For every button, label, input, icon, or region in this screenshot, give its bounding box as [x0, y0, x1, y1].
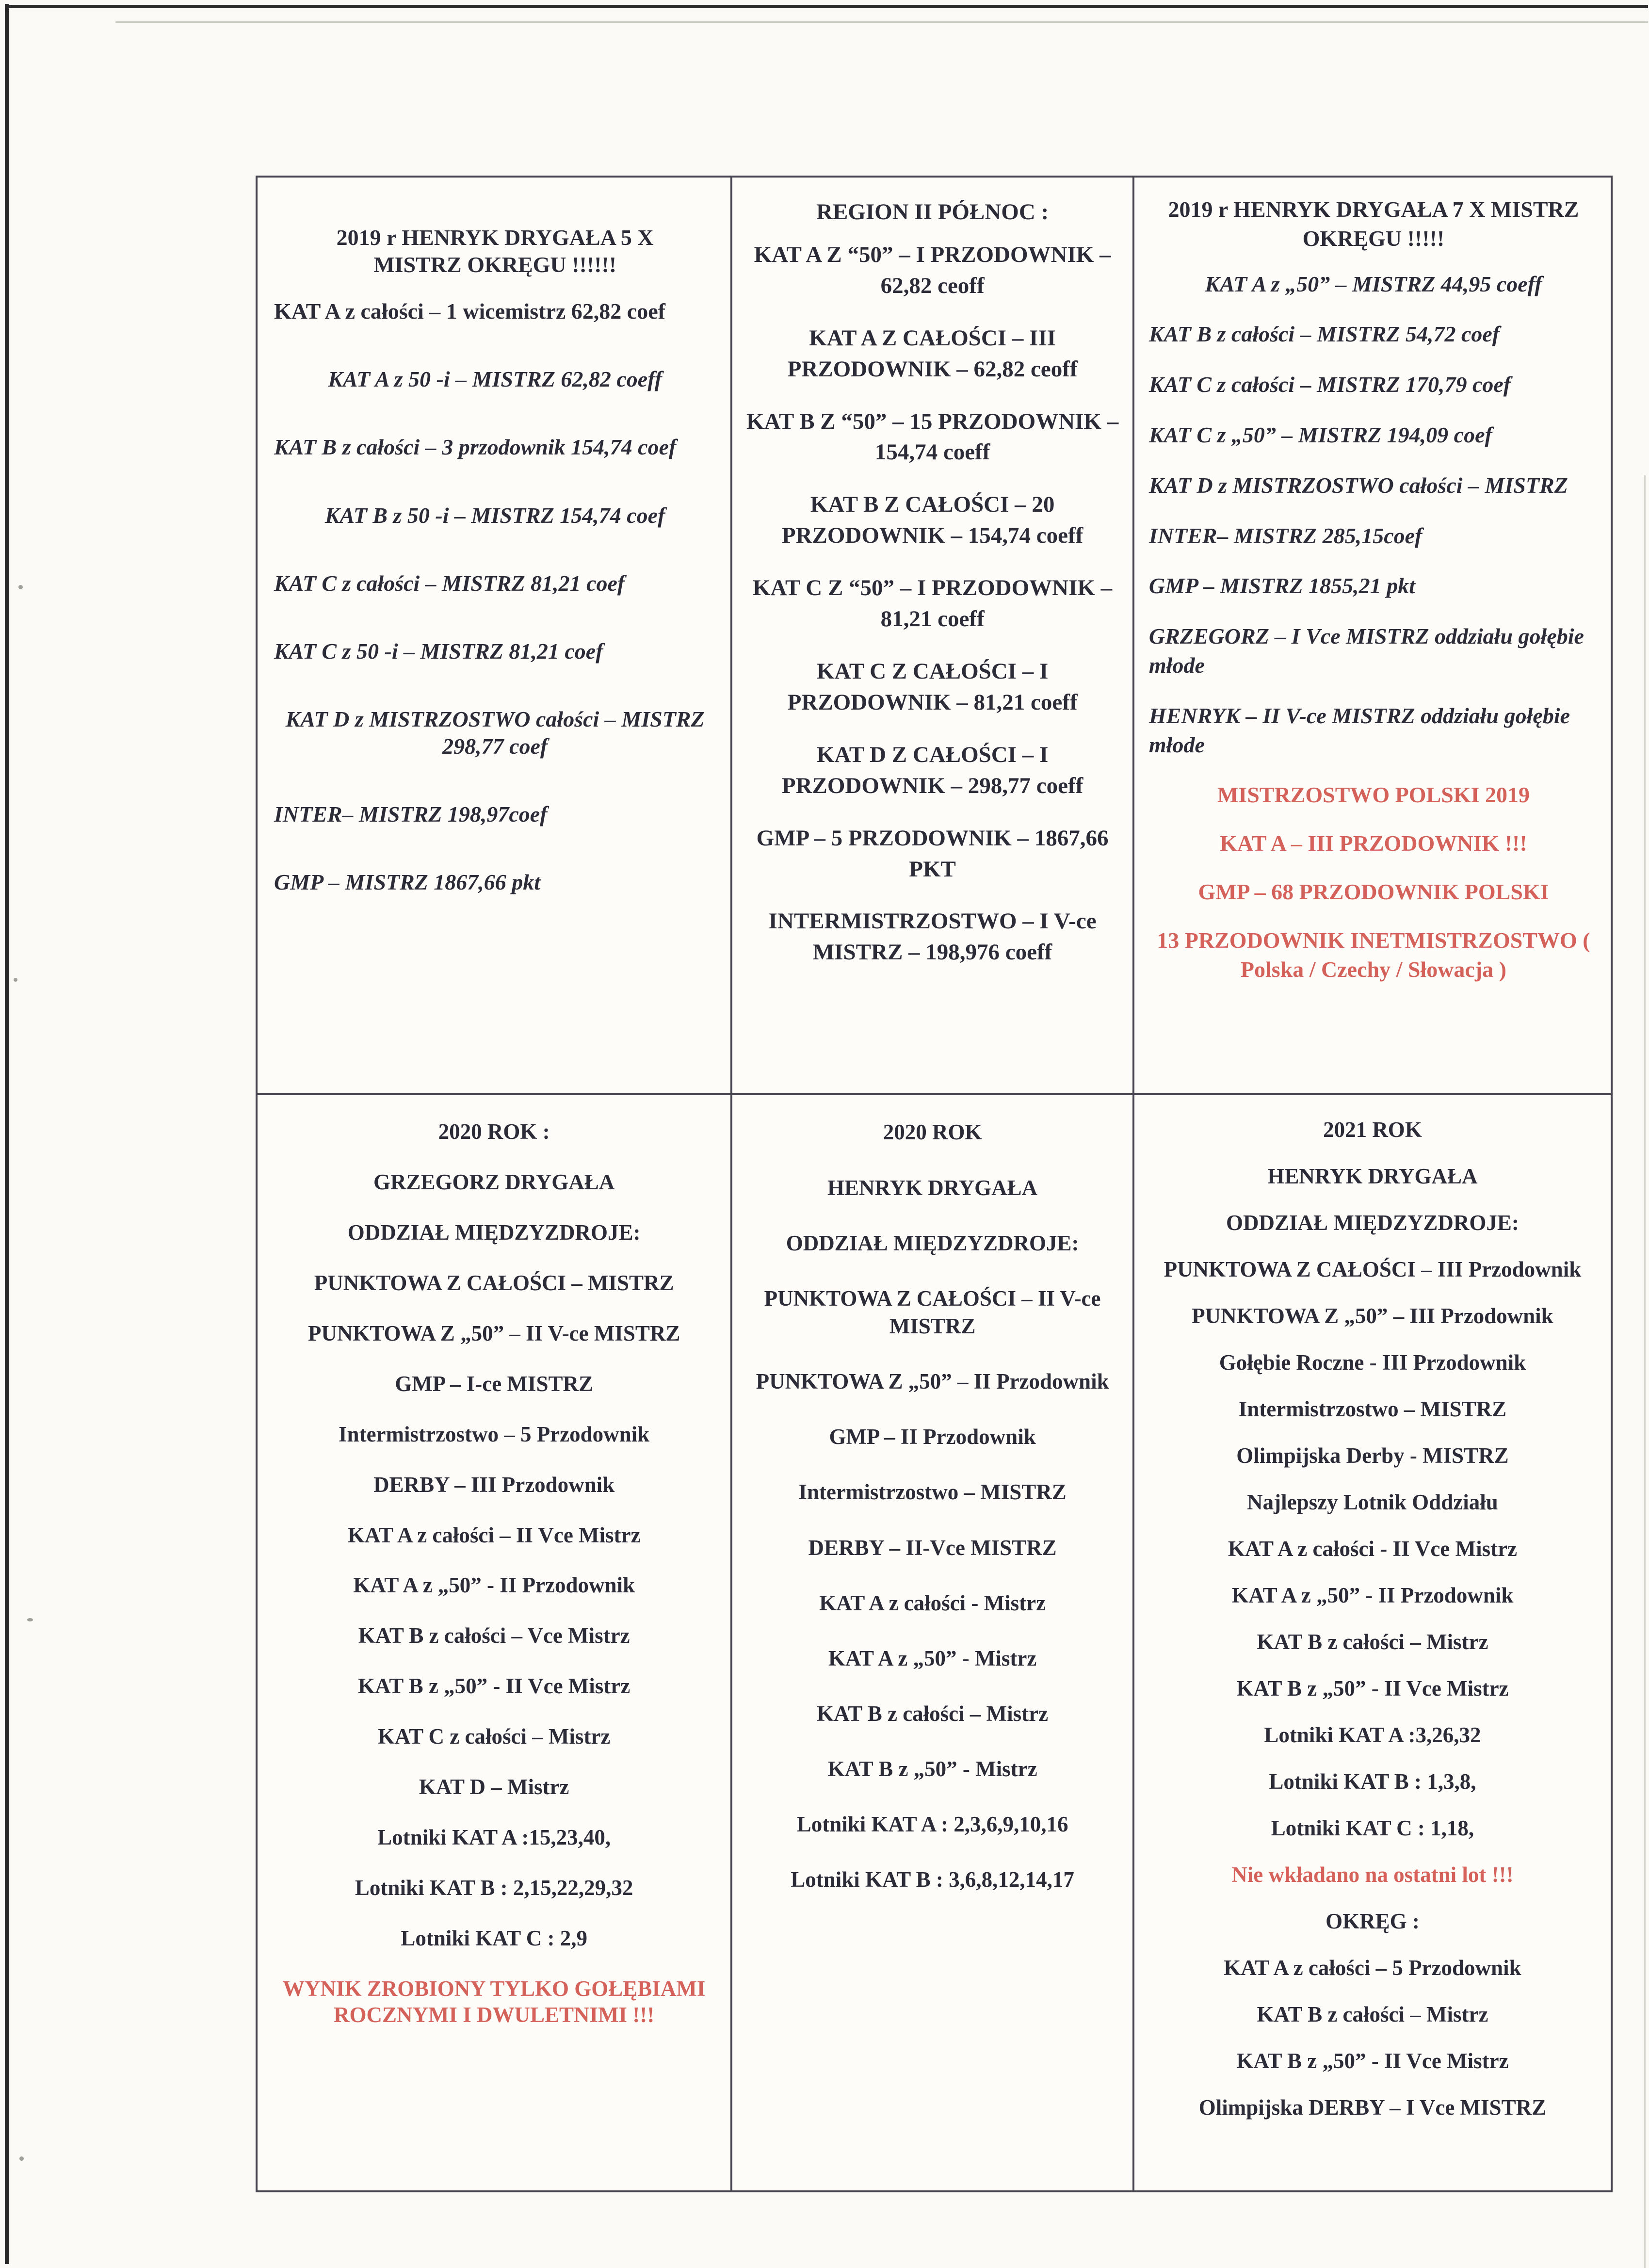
result-line: KAT B z 50 -i – MISTRZ 154,74 coef — [324, 502, 665, 528]
title-line: 2019 r HENRYK DRYGAŁA 5 X — [336, 225, 654, 250]
result-line: KAT A z całości – II Vce Mistrz — [347, 1523, 641, 1547]
result-line: Lotniki KAT A :3,26,32 — [1264, 1723, 1481, 1748]
result-line: INTER– MISTRZ 198,97coef — [274, 802, 548, 827]
result-line: KAT A z 50 -i – MISTRZ 62,82 coeff — [328, 367, 663, 392]
result-line: GRZEGORZ – I Vce MISTRZ oddziału gołębie młode — [1148, 624, 1584, 678]
page-border-left — [5, 4, 9, 2264]
result-line: Lotniki KAT C : 2,9 — [401, 1926, 587, 1950]
result-line: Lotniki KAT A :15,23,40, — [377, 1825, 611, 1849]
result-line: KAT D z MISTRZOSTWO całości – MISTRZ — [1148, 472, 1568, 498]
result-line: PUNKTOWA Z „50” – II Przodownik — [756, 1369, 1109, 1394]
result-line: KAT B z „50” - Mistrz — [827, 1757, 1037, 1782]
result-line: Najlepszy Lotnik Oddziału — [1247, 1490, 1498, 1515]
result-line: ODDZIAŁ MIĘDZYZDROJE: — [786, 1231, 1079, 1255]
result-line: KAT B z całości – Mistrz — [817, 1701, 1049, 1726]
scan-artifact — [19, 2156, 24, 2161]
result-line: PUNKTOWA Z CAŁOŚCI – MISTRZ — [314, 1271, 674, 1296]
result-line: KAT D Z CAŁOŚCI – I PRZODOWNIK – 298,77 coeff — [781, 742, 1083, 798]
result-line: ODDZIAŁ MIĘDZYZDROJE: — [347, 1220, 641, 1245]
result-line: Lotniki KAT C : 1,18, — [1271, 1816, 1474, 1841]
result-line: KAT B z „50” - II Vce Mistrz — [1236, 1676, 1509, 1701]
result-line: KAT B Z “50” – 15 PRZODOWNIK – 154,74 coeff — [746, 408, 1119, 465]
result-line: GMP – MISTRZ 1855,21 pkt — [1148, 573, 1415, 599]
result-line: PUNKTOWA Z „50” – III Przodownik — [1192, 1304, 1553, 1328]
result-line: KAT B z całości – Vce Mistrz — [358, 1623, 630, 1648]
highlight-note: Nie wkładano na ostatni lot !!! — [1231, 1863, 1514, 1887]
result-line: KAT A z całości - II Vce Mistrz — [1228, 1537, 1518, 1561]
result-line: GMP – II Przodownik — [829, 1425, 1036, 1449]
result-line: DERBY – II-Vce MISTRZ — [808, 1535, 1057, 1560]
scan-artifact — [27, 1618, 33, 1621]
result-line: HENRYK DRYGAŁA — [1267, 1164, 1478, 1189]
result-line: INTERMISTRZOSTWO – I V-ce MISTRZ – 198,976 coeff — [768, 908, 1097, 965]
result-line: Lotniki KAT A : 2,3,6,9,10,16 — [796, 1812, 1068, 1837]
cell-title: 2020 ROK : — [438, 1119, 550, 1144]
result-line: KAT B z całości – 3 przodownik 154,74 coef — [274, 435, 677, 460]
results-table — [256, 176, 1613, 2192]
result-line: Intermistrzostwo – MISTRZ — [798, 1480, 1067, 1505]
result-line: KAT C z całości – Mistrz — [377, 1724, 611, 1749]
result-line: PUNKTOWA Z CAŁOŚCI – II V-ce MISTRZ — [764, 1286, 1101, 1338]
cell-2020-grzegorz-drygala — [258, 1095, 732, 2190]
result-line: KAT A Z “50” – I PRZODOWNIK – 62,82 ceoff — [754, 242, 1111, 298]
scan-artifact — [18, 585, 23, 589]
result-line: KAT B Z CAŁOŚCI – 20 PRZODOWNIK – 154,74 coeff — [781, 492, 1083, 549]
result-line: KAT A z „50” - II Przodownik — [1231, 1583, 1514, 1608]
highlight-line: GMP – 68 PRZODOWNIK POLSKI — [1198, 879, 1549, 904]
result-line: GRZEGORZ DRYGAŁA — [373, 1170, 615, 1195]
result-line: KAT A z „50” – MISTRZ 44,95 coeff — [1205, 271, 1542, 296]
result-line: KAT B z „50” - II Vce Mistrz — [358, 1674, 630, 1699]
result-line: KAT B z całości – Mistrz — [1257, 2002, 1488, 2027]
highlight-line: 13 PRZODOWNIK INETMISTRZOSTWO ( Polska / Czechy / Słowacja ) — [1157, 927, 1590, 982]
title-line: MISTRZ OKRĘGU !!!!!! — [373, 252, 617, 277]
cell-2019-henryk-7x-mistrz-okregu — [1134, 178, 1611, 1095]
scan-line-artifact — [115, 21, 1648, 23]
result-line: Lotniki KAT B : 1,3,8, — [1269, 1769, 1476, 1794]
cell-2019-henryk-5x-mistrz-okregu — [258, 178, 732, 1095]
cell-title: 2019 r HENRYK DRYGAŁA 7 X MISTRZ OKRĘGU !!!!! — [1168, 197, 1579, 251]
result-line: KAT A z całości – 1 wicemistrz 62,82 coef — [274, 299, 665, 324]
result-line: GMP – I-ce MISTRZ — [395, 1371, 593, 1396]
result-line: KAT C Z CAŁOŚCI – I PRZODOWNIK – 81,21 coeff — [787, 658, 1078, 715]
cell-region-ii-polnoc — [732, 178, 1134, 1095]
result-line: GMP – 5 PRZODOWNIK – 1867,66 PKT — [756, 825, 1109, 882]
result-line: PUNKTOWA Z CAŁOŚCI – III Przodownik — [1164, 1257, 1582, 1282]
highlight-line: MISTRZOSTWO POLSKI 2019 — [1217, 782, 1530, 808]
page-border-top — [5, 5, 1648, 8]
result-line: KAT B z całości – MISTRZ 54,72 coef — [1148, 322, 1500, 347]
cell-title: 2020 ROK — [883, 1120, 982, 1145]
scan-edge-shadow — [1644, 475, 1646, 2268]
result-line: Olimpijska Derby - MISTRZ — [1236, 1443, 1509, 1468]
cell-2021-henryk-drygala — [1134, 1095, 1611, 2190]
result-line: HENRYK – II V-ce MISTRZ oddziału gołębie młode — [1148, 703, 1570, 757]
result-line: KAT B z „50” - II Vce Mistrz — [1236, 2049, 1509, 2074]
cell-2020-henryk-drygala — [732, 1095, 1134, 2190]
highlight-line: KAT A – III PRZODOWNIK !!! — [1220, 831, 1527, 856]
result-line: Intermistrzostwo – MISTRZ — [1238, 1397, 1507, 1422]
result-line: KAT A z „50” - Mistrz — [828, 1646, 1037, 1670]
cell-title — [274, 224, 716, 278]
section-header-okreg: OKRĘG : — [1326, 1909, 1420, 1934]
result-line: HENRYK DRYGAŁA — [827, 1175, 1038, 1200]
result-line: Lotniki KAT B : 2,15,22,29,32 — [355, 1875, 633, 1900]
result-line: Lotniki KAT B : 3,6,8,12,14,17 — [791, 1867, 1074, 1892]
result-line: INTER– MISTRZ 285,15coef — [1148, 523, 1423, 548]
result-line: KAT D z MISTRZOSTWO całości – MISTRZ 298,77 coef — [285, 706, 705, 759]
result-line: KAT A z całości - Mistrz — [819, 1590, 1046, 1615]
result-line: Gołębie Roczne - III Przodownik — [1219, 1350, 1526, 1375]
result-line: KAT C z 50 -i – MISTRZ 81,21 coef — [274, 638, 603, 664]
result-line: ODDZIAŁ MIĘDZYZDROJE: — [1226, 1211, 1519, 1235]
result-line: KAT D – Mistrz — [419, 1774, 569, 1799]
result-line: KAT C z „50” – MISTRZ 194,09 coef — [1148, 422, 1492, 447]
result-line: GMP – MISTRZ 1867,66 pkt — [274, 870, 541, 895]
result-line: KAT A z całości – 5 Przodownik — [1224, 1956, 1521, 1980]
cell-title: 2021 ROK — [1323, 1118, 1422, 1142]
result-line: DERBY – III Przodownik — [373, 1472, 615, 1497]
cell-title: REGION II PÓŁNOC : — [816, 199, 1049, 225]
result-line: PUNKTOWA Z „50” – II V-ce MISTRZ — [307, 1321, 680, 1345]
result-line: KAT C Z “50” – I PRZODOWNIK – 81,21 coeff — [752, 575, 1113, 632]
result-line: KAT C z całości – MISTRZ 170,79 coef — [1148, 372, 1511, 397]
result-line: KAT A z „50” - II Przodownik — [353, 1573, 635, 1598]
result-line: Olimpijska DERBY – I Vce MISTRZ — [1198, 2095, 1547, 2120]
result-line: KAT B z całości – Mistrz — [1257, 1630, 1488, 1654]
highlight-note: WYNIK ZROBIONY TYLKO GOŁĘBIAMI ROCZNYMI I DWULETNIMI !!! — [282, 1976, 706, 2027]
result-line: Intermistrzostwo – 5 Przodownik — [339, 1422, 650, 1446]
result-line: KAT A Z CAŁOŚCI – III PRZODOWNIK – 62,82 ceoff — [787, 325, 1078, 382]
result-line: KAT C z całości – MISTRZ 81,21 coef — [274, 570, 625, 596]
scan-artifact — [14, 978, 17, 982]
